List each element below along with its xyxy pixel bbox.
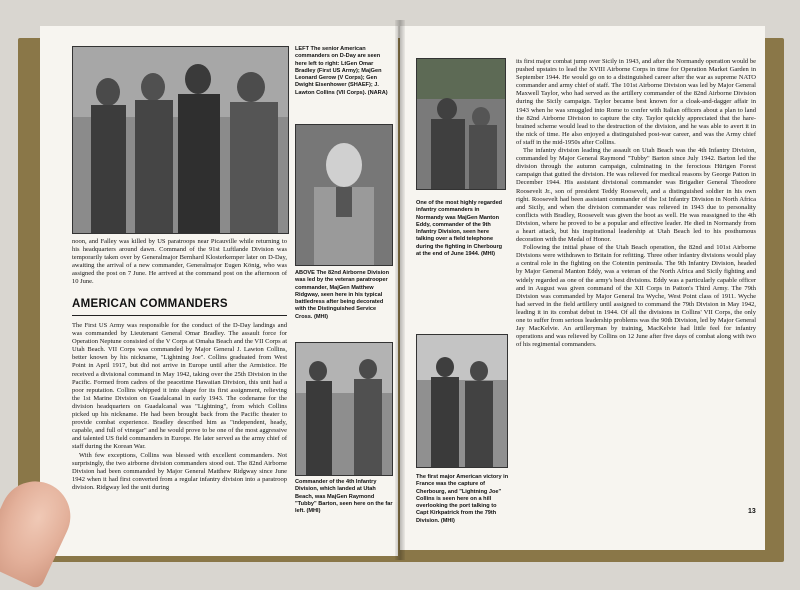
caption-text: Commander of the 4th Infantry Division, which landed at Utah Beach, was MajGen Raymond "Tubby" Barton, seen here on the far left. (MHI) xyxy=(295,479,393,515)
left-page xyxy=(40,26,398,556)
main-text xyxy=(72,322,287,492)
paragraph: its first major combat jump over Sicily in 1943, and after the Normandy operation would be pushed upstairs to lead the XVIII Airborne Corps in time for Operation Market Garden in September 1944. He would go on to a distinguished career after the war as supreme NATO commander and army chief of staff. The 101st Airborne Division was led by Major General Maxwell Taylor, who had served as the artillery commander of the 82nd Airborne Division during the Sicily campaign. Taylor became best known for a cloak-and-dagger affair in 1943 when he was smuggled into Rome to confer with Italian officers about a plan to land the 82nd Airborne Division to capture the city. Taylor quickly appreciated that the hare-brained scheme would lead to the destruction of the division, and he was able to avert it in the nick of time. He also enjoyed a distinguished post-war career, and was the Army chief of staff in the mid-1950s after Collins. xyxy=(516,58,756,146)
photo-ridgway xyxy=(295,124,393,266)
photo-senior-commanders xyxy=(72,46,289,234)
photo-eddy xyxy=(416,58,506,190)
photo-barton xyxy=(295,342,393,476)
intro-text xyxy=(72,238,287,287)
paragraph: With few exceptions, Collins was blessed with excellent commanders. Not surprisingly, the two airborne division commanders stood out. The 82nd Airborne Division had been commanded by Major General Matthew Ridgway since June 1942 when it had first converted from a regular infantry division into a paratroop division. Ridgway led the unit during xyxy=(72,451,287,491)
caption-barton xyxy=(295,479,393,515)
right-column-text xyxy=(516,58,756,349)
page-number-right: 13 xyxy=(748,508,756,515)
section-heading: AMERICAN COMMANDERS xyxy=(72,298,228,310)
caption-label: ABOVE xyxy=(295,270,315,276)
intro-paragraph: noon, and Falley was killed by US paratroops near Picauville while returning to his headquarters around dawn. Command of the 91st Luftlande Division was temporarily taken over by Generalmajor Bernhard Klosterkemper later on D-Day, awaiting the arrival of a new commander, Generalmajor Eugen König, who was assigned the post on 7 June. He arrived at the command post on the afternoon of 10 June. xyxy=(72,238,287,286)
caption-senior-commanders xyxy=(295,46,393,97)
caption-label: LEFT xyxy=(295,46,309,52)
caption-ridgway xyxy=(295,270,393,321)
right-page xyxy=(400,26,765,550)
caption-text: The senior American commanders on D-Day are seen here left to right: LtGen Omar Bradley (First US Army); MajGen Leonard Gerow (V Corps); Gen Dwight Eisenhower (SHAEF); J. Lawton Collins (VII Corps). (NARA) xyxy=(295,46,388,96)
caption-cherbourg xyxy=(416,474,510,525)
caption-text: The 82nd Airborne Division was led by the veteran paratrooper commander, MajGen Matthew Ridgway, seen here in his typical battledress after being decorated with the Distinguished Service Cross. (MHI) xyxy=(295,270,389,320)
caption-text: The first major American victory in France was the capture of Cherbourg, and "Lightning Joe" Collins is seen here on a hill overlooking the port talking to Capt Kirkpatrick from the 79th Division. (MHI) xyxy=(416,474,509,524)
caption-eddy xyxy=(416,200,508,258)
caption-text: One of the most highly regarded infantry commanders in Normandy was MajGen Manton Eddy, commander of the 9th Infantry Division, seen here talking over a field telephone during the fighting in Cherbourg at the end of June 1944. (MHI) xyxy=(416,200,503,258)
paragraph: The First US Army was responsible for the conduct of the D-Day landings and was commanded by Lieutenant General Omar Bradley. The assault force for Operation Neptune consisted of the V Corps at Omaha Beach and the VII Corps at Utah Beach. VII Corps was commanded by Major General J. Lawton Collins, better known by his nickname, "Lightning Joe". Collins graduated from West Point in April 1917, but did not arrive in Europe until after the Armistice. He received a divisional command in May 1942, taking over the 25th Division in the Pacific. Formed from cadres of the peacetime Hawaiian Division, this unit had a poor reputation. Collins whipped it into shape for its first assignment, relieving the 1st Marine Division on Guadalcanal in early 1943. The codename for the division headquarters on Guadalcanal was "Lightning", from which Collins picked up his nickname. He had been brought back from the Pacific theater to provide combat experience. Bradley described him as "independent, heady, capable, and full of vinegar" and he would prove to be one of the most aggressive and talented US field commanders in Europe. He later served as the army chief of staff during the Korean War. xyxy=(72,322,287,451)
photo-cherbourg xyxy=(416,334,508,468)
paragraph: The infantry division leading the assault on Utah Beach was the 4th Infantry Division, commanded by Major General Raymond "Tubby" Barton since July 1942. Barton led the division through the autumn campaign, culminating in the ferocious Hürtgen Forest campaign that gutted the division. He was relieved for medical reasons by George Patton in December 1944. His assistant divisional commander was Brigadier General Theodore Roosevelt Jr., son of president Teddy Roosevelt, and a distinguished soldier in his own right. Roosevelt had been assistant commander of the 1st Infantry Division in North Africa and Sicily, and when the division commander was relieved in 1943 due to personality conflicts with Bradley, Roosevelt was given the boot as well. He was reassigned to the 4th Division, where he proved to be a popular and effective leader. He died in Normandy from a heart attack, but his inspirational leadership at Utah Beach led to his posthumous decoration with the Medal of Honor. xyxy=(516,147,756,244)
book-spine xyxy=(395,20,405,560)
heading-rule xyxy=(72,315,287,316)
paragraph: Following the initial phase of the Utah Beach operation, the 82nd and 101st Airborne Divisions were withdrawn to Britain for refitting. Three other infantry divisions would play a central role in the fighting on the Cotentin peninsula. The 9th Infantry Division, headed by Major General Manton Eddy, was a veteran of the North Africa and Sicily fighting and widely regarded as one of the army's best divisions. Eddy was a particularly capable officer and in August was given command of the XII Corps in Patton's Third Army. The 79th Division was commanded by Major General Ira Wyche, West Point class of 1911. Wyche had served in the field artillery until assigned to command the 79th Division in May 1942, leading it in its combat debut in 1944. Of all the divisions in Collins' VII Corps, the only one to suffer from serious leadership problems was the 90th Division, led by Major General Jay MacKelvie. An artilleryman by training, MacKelvie had little feel for infantry operations and was relieved by Collins on 12 June after five days of combat along with two of his regimental commanders. xyxy=(516,244,756,349)
